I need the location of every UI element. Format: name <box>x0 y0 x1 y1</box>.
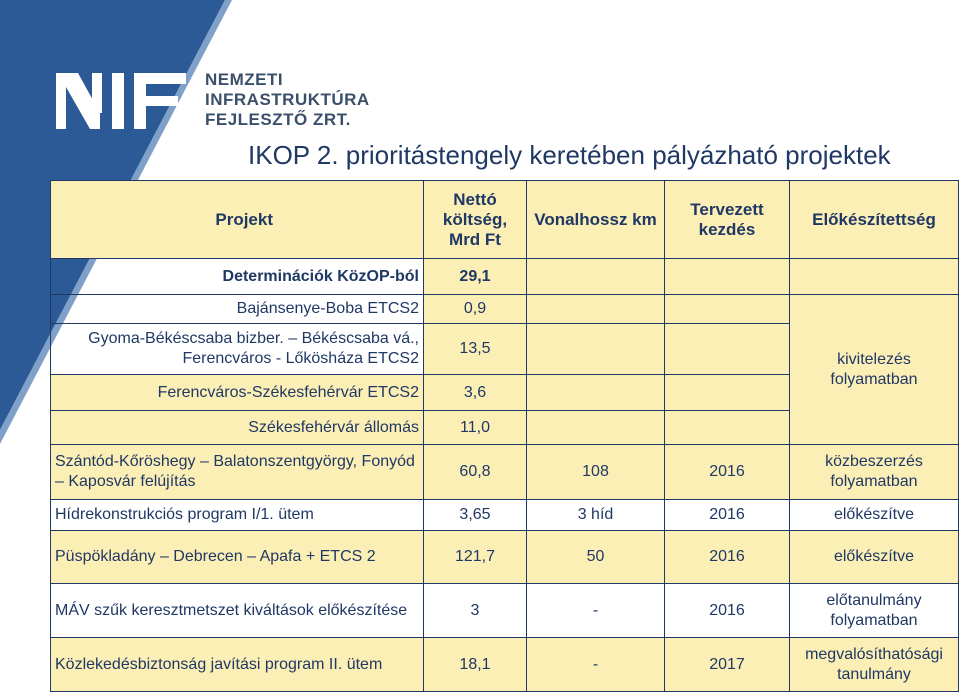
start-cell <box>665 324 790 375</box>
start-cell: 2017 <box>665 638 790 692</box>
brand-line-3: FEJLESZTŐ ZRT. <box>205 110 351 129</box>
project-cell: MÁV szűk keresztmetszet kiváltások előkészítése <box>51 584 424 638</box>
project-cell: Püspökladány – Debrecen – Apafa + ETCS 2 <box>51 531 424 584</box>
table-header-row <box>51 181 959 259</box>
length-cell <box>527 375 665 411</box>
table-row <box>51 295 959 324</box>
brand-line-1: NEMZETI <box>205 70 284 89</box>
start-cell: 2016 <box>665 445 790 500</box>
brand-line-2: INFRASTRUKTÚRA <box>205 90 370 109</box>
table-row <box>51 500 959 531</box>
nif-logo <box>56 73 196 129</box>
length-cell: 3 híd <box>527 500 665 531</box>
cost-cell: 121,7 <box>424 531 527 584</box>
cost-cell: 60,8 <box>424 445 527 500</box>
table-row <box>51 584 959 638</box>
project-cell: Gyoma-Békéscsaba bizber. – Békéscsaba vá., Ferencváros - Lőkösháza ETCS2 <box>51 324 424 375</box>
start-cell <box>665 259 790 295</box>
header-cost: Nettó költség, Mrd Ft <box>424 181 527 259</box>
status-cell-merged: kivitelezés folyamatban <box>790 295 959 445</box>
cost-cell: 3,6 <box>424 375 527 411</box>
header-status: Előkészítettség <box>790 181 959 259</box>
page-title: IKOP 2. prioritástengely keretében pályázható projektek <box>248 140 891 170</box>
project-cell: Hídrekonstrukciós program I/1. ütem <box>51 500 424 531</box>
header-start: Tervezett kezdés <box>665 181 790 259</box>
start-cell: 2016 <box>665 531 790 584</box>
length-cell: 50 <box>527 531 665 584</box>
status-cell: közbeszerzés folyamatban <box>790 445 959 500</box>
project-cell: Bajánsenye-Boba ETCS2 <box>51 295 424 324</box>
table-row <box>51 638 959 692</box>
status-cell: előkészítve <box>790 531 959 584</box>
projects-table <box>50 180 959 692</box>
status-cell: megvalósíthatósági tanulmány <box>790 638 959 692</box>
length-cell <box>527 411 665 445</box>
length-cell: 108 <box>527 445 665 500</box>
start-cell <box>665 411 790 445</box>
project-cell: Székesfehérvár állomás <box>51 411 424 445</box>
cost-cell: 3 <box>424 584 527 638</box>
cost-cell: 0,9 <box>424 295 527 324</box>
cost-cell: 18,1 <box>424 638 527 692</box>
brand-name <box>205 70 370 130</box>
length-cell <box>527 295 665 324</box>
status-cell <box>790 259 959 295</box>
start-cell <box>665 375 790 411</box>
table-row <box>51 445 959 500</box>
project-cell: Közlekedésbiztonság javítási program II. ütem <box>51 638 424 692</box>
length-cell: - <box>527 584 665 638</box>
start-cell: 2016 <box>665 584 790 638</box>
start-cell <box>665 295 790 324</box>
status-cell: előtanulmány folyamatban <box>790 584 959 638</box>
status-cell: előkészítve <box>790 500 959 531</box>
project-cell: Determinációk KözOP-ból <box>51 259 424 295</box>
cost-cell: 13,5 <box>424 324 527 375</box>
cost-cell: 11,0 <box>424 411 527 445</box>
start-cell: 2016 <box>665 500 790 531</box>
cost-cell: 29,1 <box>424 259 527 295</box>
project-cell: Ferencváros-Székesfehérvár ETCS2 <box>51 375 424 411</box>
length-cell <box>527 324 665 375</box>
table-row <box>51 259 959 295</box>
header-length: Vonalhossz km <box>527 181 665 259</box>
cost-cell: 3,65 <box>424 500 527 531</box>
header-project: Projekt <box>51 181 424 259</box>
length-cell: - <box>527 638 665 692</box>
project-cell: Szántód-Kőröshegy – Balatonszentgyörgy, Fonyód – Kaposvár felújítás <box>51 445 424 500</box>
table-row <box>51 531 959 584</box>
length-cell <box>527 259 665 295</box>
